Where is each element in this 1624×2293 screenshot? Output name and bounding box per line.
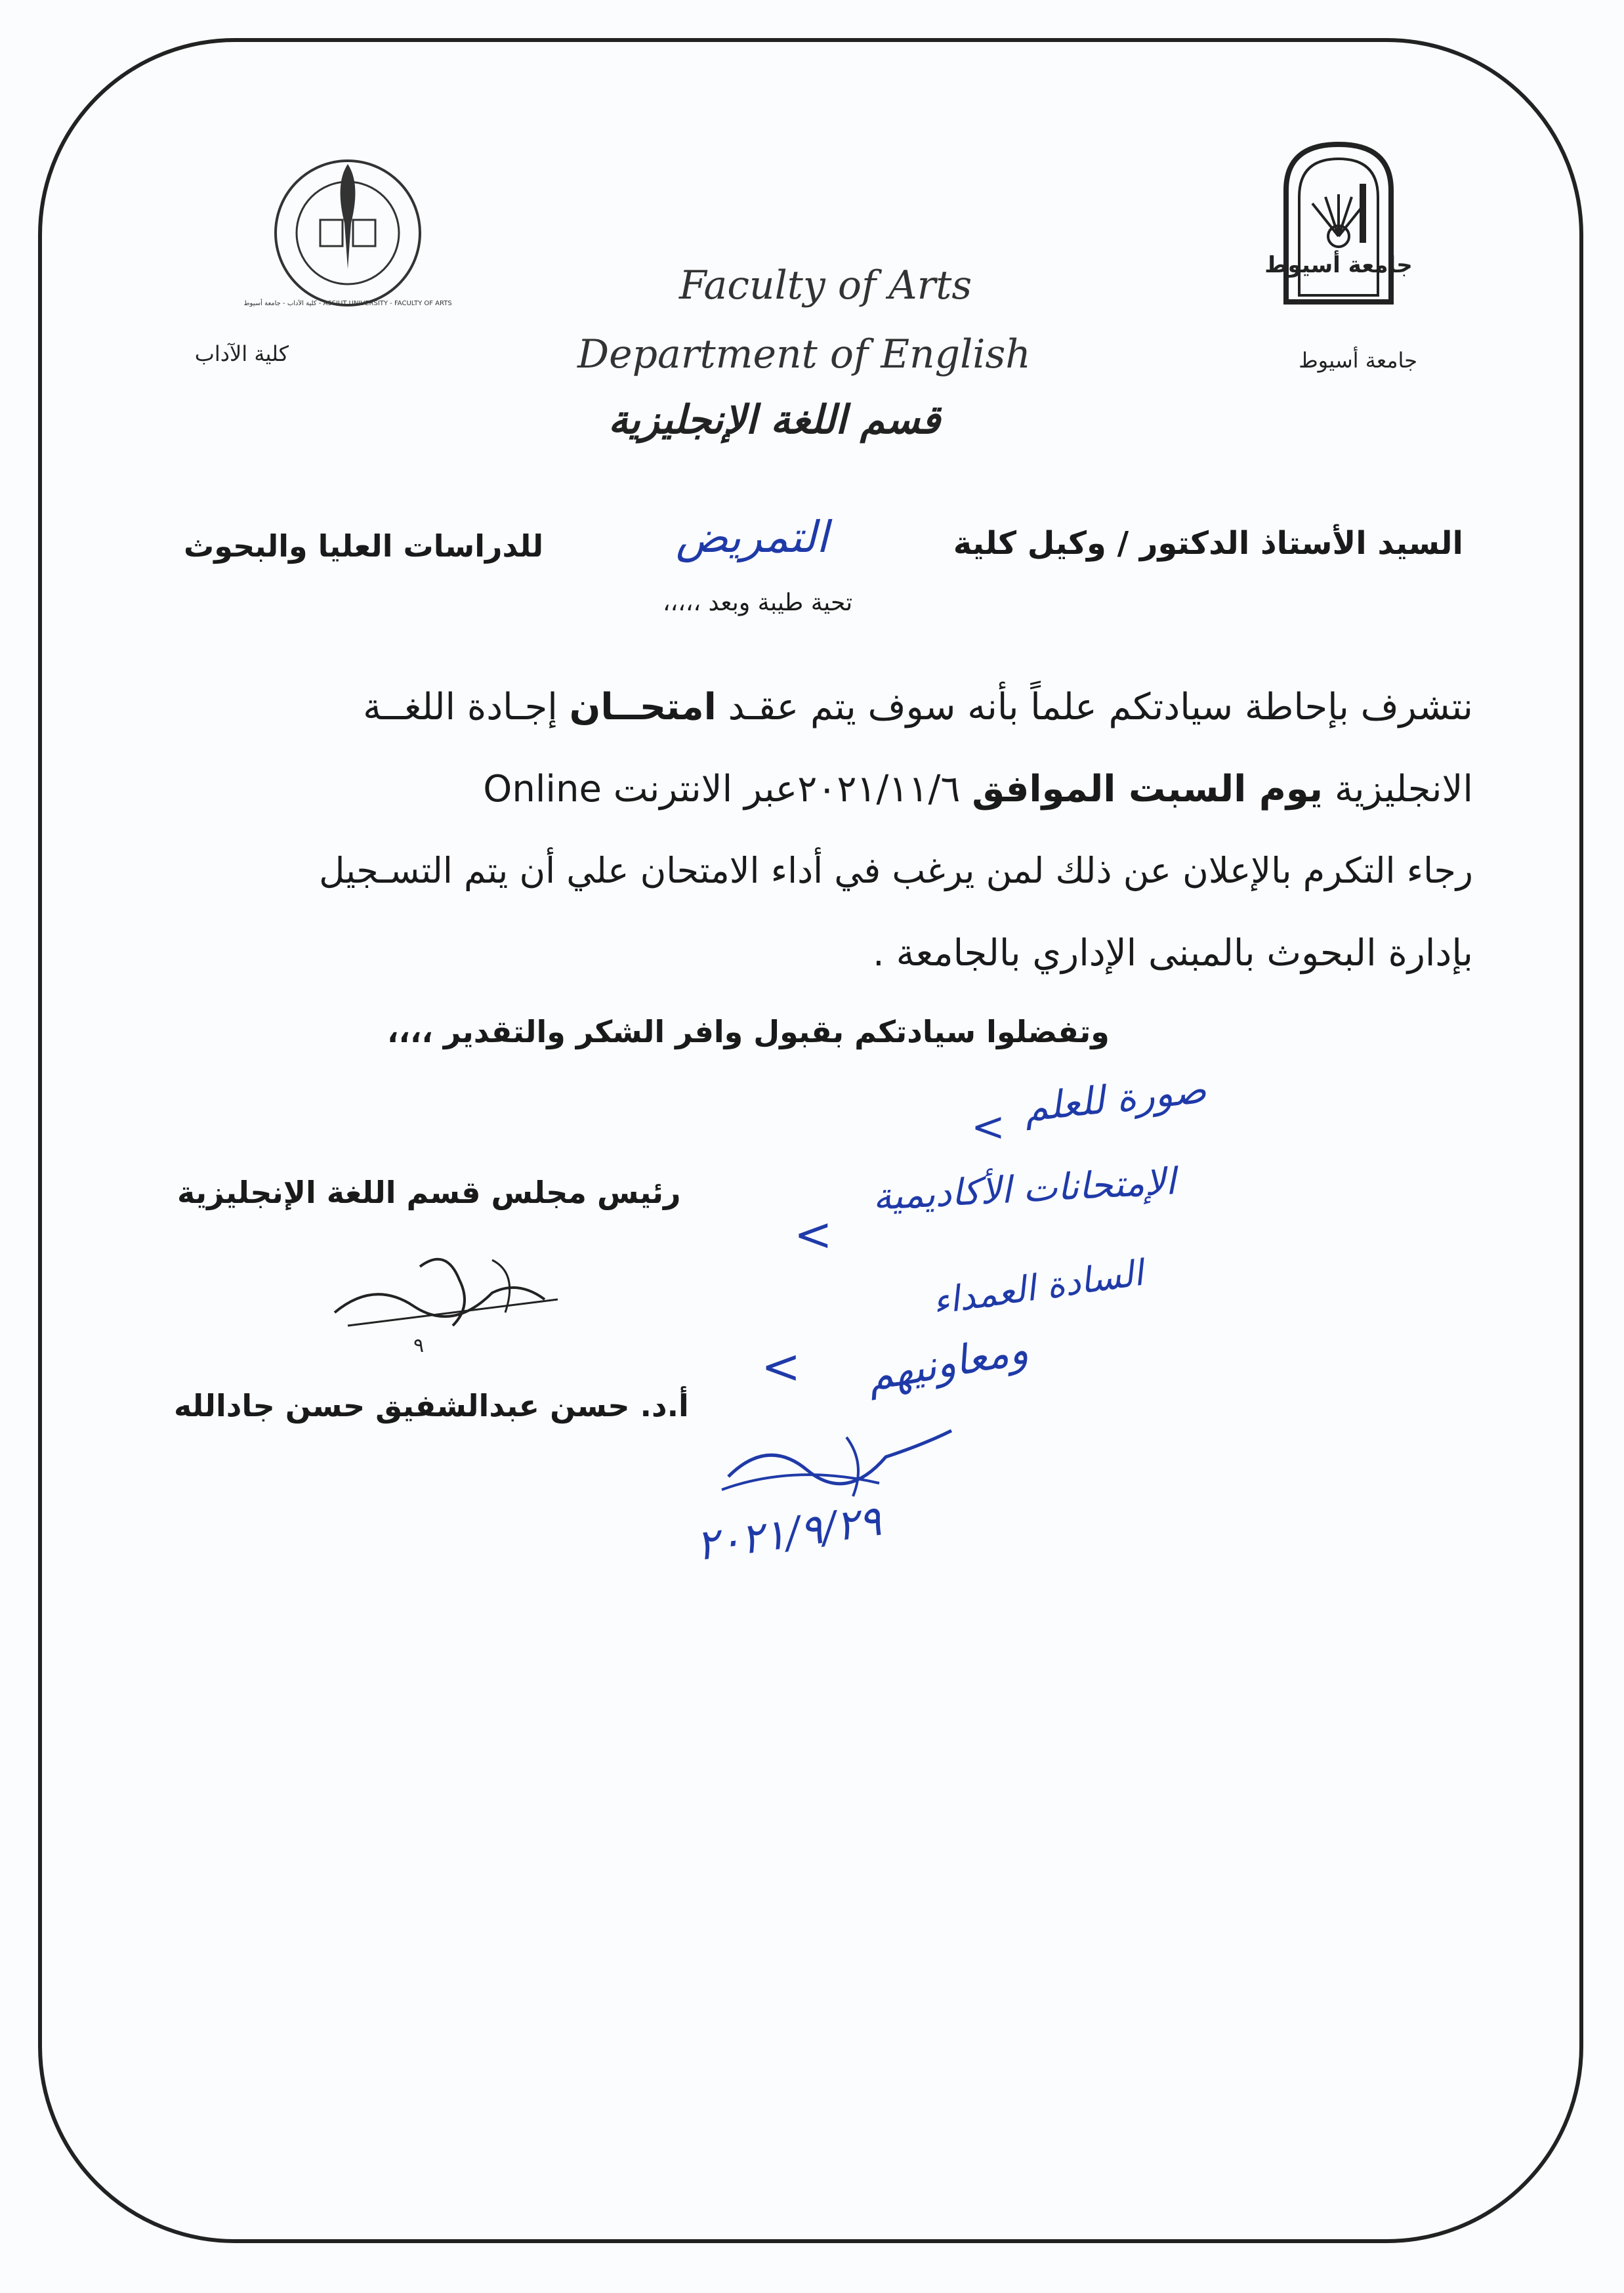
note-arrow-3: < [761, 1339, 801, 1394]
body-line-1 [363, 686, 1473, 728]
faculty-seal [243, 144, 452, 315]
note-line-4: ومعاونيهم [863, 1325, 1032, 1400]
note-date: ٢٠٢١/٩/٢٩ [693, 1496, 885, 1571]
addressee-prefix: السيد الأستاذ الدكتور / وكيل كلية [953, 525, 1463, 562]
university-logo-text: جامعة أسيوط [1264, 252, 1413, 278]
addressee-suffix: للدراسات العليا والبحوث [184, 528, 544, 564]
body-line-3: رجاء التكرم بالإعلان عن ذلك لمن يرغب في أداء الامتحان علي أن يتم التسـجيل [319, 850, 1473, 891]
signer-name: أ.د. حسن عبدالشفيق حسن جادالله [174, 1388, 689, 1423]
closing: وتفضلوا سيادتكم بقبول وافر الشكر والتقدير ،،،، [387, 1014, 1110, 1049]
body-line-4: بإدارة البحوث بالمبنى الإداري بالجامعة . [872, 932, 1473, 975]
body-line-1-bold: امتحــان [569, 686, 717, 728]
note-line-3: السادة العمداء [930, 1252, 1146, 1323]
greeting: تحية طيبة وبعد ،،،،، [663, 589, 853, 616]
svg-text:٩: ٩ [413, 1334, 425, 1357]
body-line-1-b: إجـادة اللغــة [363, 686, 570, 728]
signer-title: رئيس مجلس قسم اللغة الإنجليزية [177, 1175, 681, 1210]
note-arrow-2: < [794, 1208, 833, 1261]
faculty-name-ar: كلية الآداب [194, 341, 289, 366]
faculty-seal-text: كلية الآداب - جامعة أسيوط - ASSIUT UNIVERSITY - FACULTY OF ARTS [243, 300, 452, 307]
body-line-2-b: ٢٠٢١/١١/٦عبر الانترنت Online [483, 768, 972, 810]
department-title-en: Department of English [577, 331, 1031, 377]
note-line-2: الإمتحانات الأكاديمية [871, 1160, 1177, 1219]
note-line-1: صورة للعلم [1022, 1066, 1209, 1131]
addressee-handwritten: التمريض [676, 512, 829, 562]
body-line-2-bold: يوم السبت الموافق [972, 768, 1323, 810]
body-line-1-a: نتشرف بإحاطة سيادتكم علماً بأنه سوف يتم عقـد [716, 686, 1473, 728]
signature [322, 1240, 571, 1361]
university-name: جامعة أسيوط [1299, 348, 1417, 373]
department-title-ar: قسم اللغة الإنجليزية [608, 397, 941, 443]
body-line-2-a: الانجليزية [1323, 768, 1473, 810]
note-arrow-1: < [971, 1103, 1005, 1150]
note-initials [715, 1424, 965, 1505]
faculty-title-en: Faculty of Arts [679, 263, 972, 308]
university-logo [1264, 138, 1413, 308]
body-line-2 [483, 768, 1473, 810]
